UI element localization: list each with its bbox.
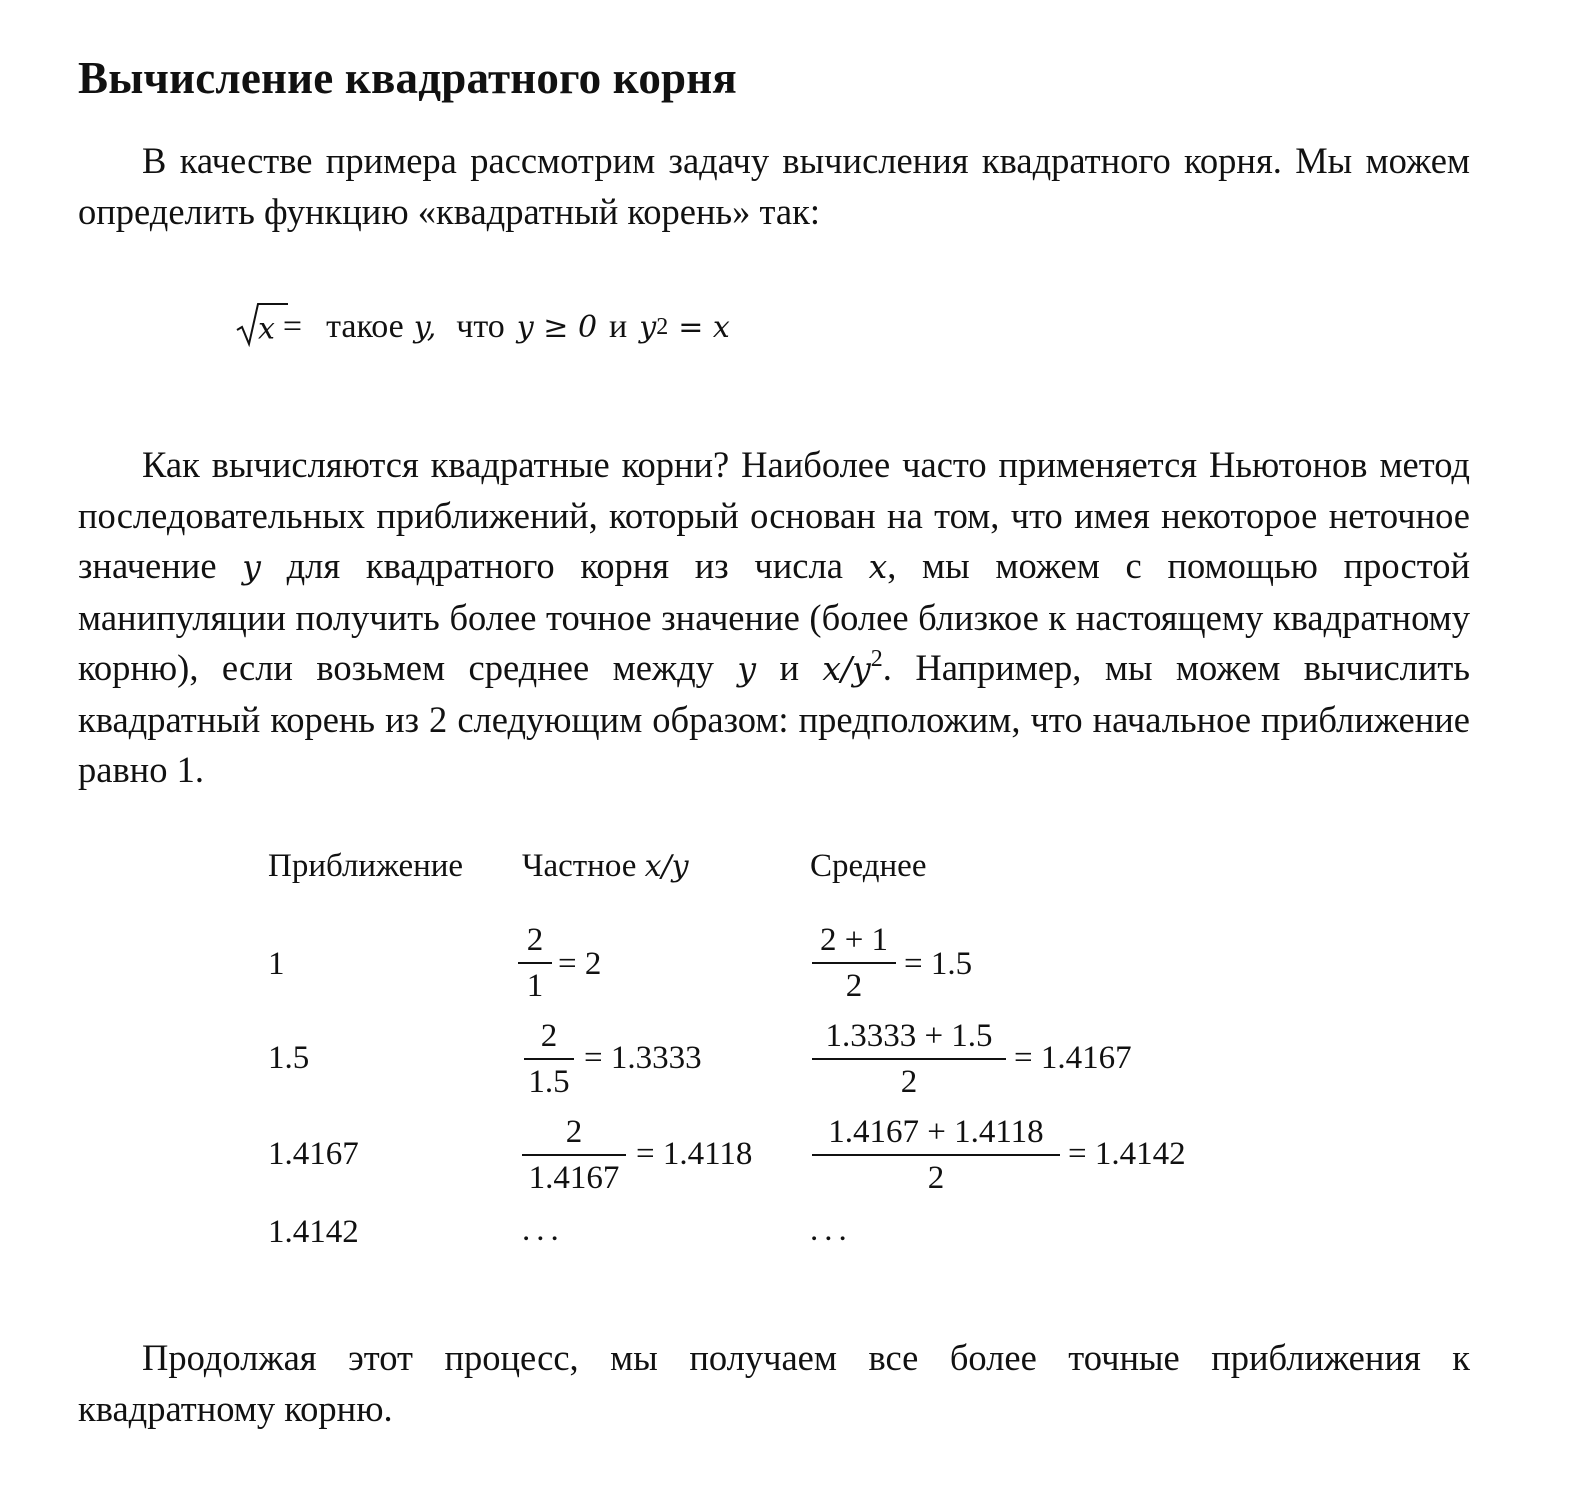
row3-quotient-fraction bbox=[522, 1112, 626, 1198]
paragraph-conclusion-text: Продолжая этот процесс, мы получаем все более точные приближения к квадратному корню. bbox=[78, 1337, 1470, 1429]
row2-quotient-fraction bbox=[524, 1016, 574, 1102]
formula-eq-x: = x bbox=[678, 309, 730, 345]
row3-approx: 1.4167 bbox=[268, 1136, 359, 1172]
row2-approx: 1.5 bbox=[268, 1040, 310, 1076]
row4-quotient-ellipsis: ... bbox=[522, 1212, 565, 1248]
formula-and: и bbox=[609, 308, 628, 346]
row3-q-bar bbox=[522, 1154, 626, 1156]
row2-quotient-result: = 1.3333 bbox=[584, 1040, 702, 1076]
row1-quotient-result: = 2 bbox=[558, 946, 602, 982]
newton-var-y-2: y bbox=[737, 649, 757, 688]
row3-q-denominator: 1.4167 bbox=[528, 1160, 620, 1196]
formula-condition: y ≥ 0 bbox=[516, 309, 598, 345]
row3-quotient-result: = 1.4118 bbox=[636, 1136, 753, 1172]
row1-approx: 1 bbox=[268, 946, 285, 982]
row2-mean-fraction bbox=[812, 1016, 1006, 1102]
row4-approx: 1.4142 bbox=[268, 1214, 359, 1250]
row2-q-denominator: 1.5 bbox=[528, 1064, 570, 1100]
row1-m-denominator: 2 bbox=[845, 968, 863, 1004]
radical-sign bbox=[236, 300, 290, 350]
row1-quotient-fraction bbox=[518, 920, 552, 1006]
formula-word-chto: что bbox=[456, 308, 505, 346]
row4-mean-ellipsis: ... bbox=[810, 1212, 853, 1248]
newton-text-5: . Например, мы можем вычислить квадратный корень из 2 следующим образом: предположим, что начальное приближение равно 1. bbox=[78, 647, 1470, 790]
row3-m-denominator: 2 bbox=[927, 1160, 945, 1196]
row2-m-bar bbox=[812, 1058, 1006, 1060]
newton-text-1: Как вычисляются квадратные корни? Наиболее часто применяется Ньютонов метод последовательных приближений, который основан на том, что имея некоторое неточное значение bbox=[78, 444, 1470, 586]
row1-q-bar bbox=[518, 962, 552, 964]
row1-mean-fraction bbox=[812, 920, 896, 1006]
formula-eq: = bbox=[282, 308, 303, 346]
paragraph-newton bbox=[78, 440, 1470, 796]
row1-q-denominator: 1 bbox=[526, 968, 544, 1004]
paragraph-conclusion bbox=[78, 1333, 1470, 1434]
header-quotient-word: Частное bbox=[522, 848, 637, 884]
row2-m-denominator: 2 bbox=[900, 1064, 918, 1100]
newton-text-2: для квадратного корня из числа bbox=[260, 545, 869, 586]
newton-superscript: 2 bbox=[870, 646, 883, 672]
row1-q-numerator: 2 bbox=[526, 922, 544, 958]
row2-q-bar bbox=[524, 1058, 574, 1060]
row1-mean-result: = 1.5 bbox=[904, 946, 973, 982]
formula-y-squared: y bbox=[639, 309, 657, 345]
paragraph-intro-text: В качестве примера рассмотрим задачу вычисления квадратного корня. Мы можем определить функцию «квадратный корень» так: bbox=[78, 140, 1470, 232]
header-quotient-var: x/y bbox=[644, 849, 689, 884]
sqrt-symbol bbox=[236, 308, 275, 347]
row3-mean-result: = 1.4142 bbox=[1068, 1136, 1186, 1172]
row1-m-bar bbox=[812, 962, 896, 964]
row3-m-numerator: 1.4167 + 1.4118 bbox=[828, 1114, 1044, 1150]
newton-text-3: , мы можем с помощью простой манипуляции получить более точное значение (более близкое к настоящему квадратному корню), если возьмем среднее между bbox=[78, 545, 1470, 688]
formula-word-takoe: такое bbox=[326, 308, 404, 346]
formula-superscript: 2 bbox=[656, 314, 669, 341]
sqrt-definition-formula bbox=[236, 306, 730, 366]
row3-mean-fraction bbox=[812, 1112, 1060, 1198]
row3-m-bar bbox=[812, 1154, 1060, 1156]
paragraph-intro bbox=[78, 136, 1470, 237]
row2-m-numerator: 1.3333 + 1.5 bbox=[825, 1018, 993, 1054]
newton-var-x: x bbox=[868, 547, 888, 586]
newton-var-y: y bbox=[242, 547, 261, 586]
newton-var-x-over-y: x/y bbox=[822, 649, 871, 688]
row3-q-numerator: 2 bbox=[565, 1114, 583, 1150]
header-mean: Среднее bbox=[810, 848, 927, 884]
header-quotient bbox=[522, 848, 689, 885]
formula-var-y: y, bbox=[413, 309, 437, 345]
newton-text-4: и bbox=[756, 647, 823, 688]
row2-q-numerator: 2 bbox=[540, 1018, 558, 1054]
section-title: Вычисление квадратного корня bbox=[78, 53, 737, 103]
header-approx: Приближение bbox=[268, 848, 464, 884]
sqrt-arg: x bbox=[258, 311, 275, 347]
row2-mean-result: = 1.4167 bbox=[1014, 1040, 1132, 1076]
row1-m-numerator: 2 + 1 bbox=[819, 922, 889, 958]
